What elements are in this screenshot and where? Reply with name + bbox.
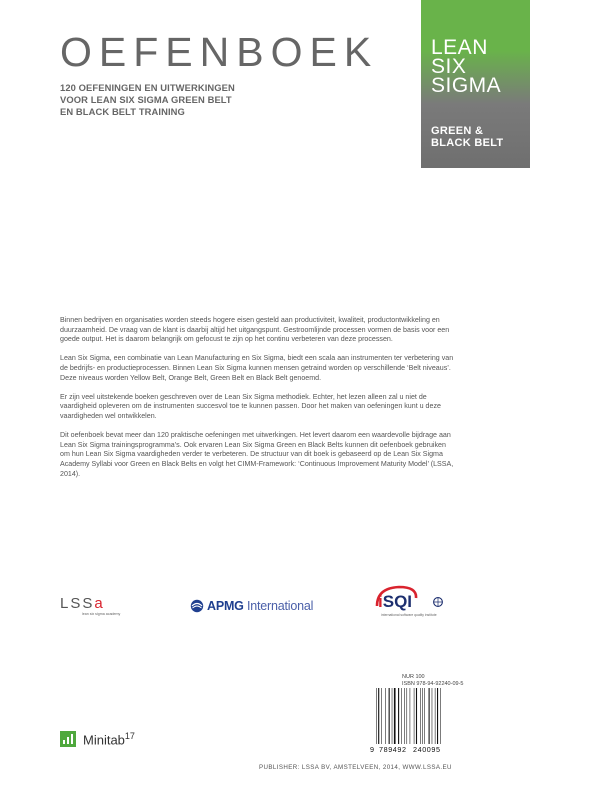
- barcode-bar: [407, 688, 408, 744]
- badge-line: LEAN: [431, 36, 488, 59]
- badge-line: SIGMA: [431, 74, 502, 97]
- isqi-tagline: international software quality institute: [381, 613, 437, 617]
- barcode-first-digit: 9: [370, 745, 374, 754]
- minitab-logo: [60, 729, 170, 749]
- isqi-wordmark: [378, 592, 412, 612]
- apmg-wordmark-bold: APMG: [207, 599, 244, 613]
- lssa-logo: [60, 596, 142, 622]
- badge-title: [431, 38, 501, 95]
- minitab-version: 17: [124, 730, 135, 741]
- badge-belt-line: GREEN &: [431, 125, 484, 137]
- description-paragraph: Lean Six Sigma, een combinatie van Lean Manufacturing en Six Sigma, biedt een scala aan instrumenten ter verbetering van de bedrijfs- en productieprocessen. Binnen Lean Six Sigma kunnen mensen getraind worden op verschillende ‘Belt niveaus’. Deze niveaus worden Yellow Belt, Orange Belt, Green Belt en Black Belt genoemd.: [60, 354, 454, 382]
- book-subtitle: [60, 82, 235, 118]
- nur-code: NUR 100: [402, 674, 425, 680]
- lssa-wordmark-accent: a: [94, 595, 105, 612]
- barcode-group-1: 789492: [379, 745, 407, 754]
- barcode-bar: [410, 688, 411, 744]
- barcode-bar: [416, 688, 417, 744]
- barcode-bar: [381, 688, 382, 744]
- barcode-bar: [392, 688, 393, 744]
- isbn-number: ISBN 978-94-92240-09-5: [402, 681, 464, 687]
- barcode-bar: [414, 688, 415, 744]
- description-paragraph: Dit oefenboek bevat meer dan 120 praktische oefeningen met uitwerkingen. Het levert daarom een waardevolle bijdrage aan Lean Six Sigma trainingsprogramma’s. Ook ervaren Lean Six Sigma Green en Black Belts kunnen dit oefenboek gebruiken om hun Lean Six Sigma vaardigheden verder te verbeteren. De structuur van dit boek is gebaseerd op de Lean Six Sigma Academy Syllabi voor Green en Black Belts en volgt het CIMM-Framework: ‘Continuous Improvement Maturity Model’ (LSSA, 2014).: [60, 431, 454, 478]
- badge-belt-label: [431, 125, 503, 149]
- subtitle-line: EN BLACK BELT TRAINING: [60, 106, 185, 117]
- apmg-globe-icon: [190, 599, 204, 613]
- barcode-bar: [398, 688, 399, 744]
- globe-icon: [433, 597, 443, 607]
- back-cover-description: [60, 316, 455, 489]
- barcode-bar: [429, 688, 430, 744]
- barcode-bar: [424, 688, 425, 744]
- description-paragraph: Binnen bedrijven en organisaties worden steeds hogere eisen gesteld aan productiviteit, kwaliteit, productontwikkeling en duurzaamheid. De vraag van de klant is daarbij altijd het uitgangspunt. Gestroomlijnde processen vormen de basis voor een goede output. Het is daarom belangrijk om gefocust te zijn op het continu verbeteren van deze processen.: [60, 316, 450, 344]
- apmg-wordmark: [207, 599, 313, 613]
- barcode-bar: [394, 688, 396, 744]
- lssa-tagline: lean six sigma academy: [82, 612, 121, 616]
- nur-isbn-block: [402, 674, 463, 688]
- barcode-bar: [432, 688, 433, 744]
- barcode-bar: [420, 688, 421, 744]
- badge-belt-line: BLACK BELT: [431, 137, 504, 149]
- barcode-bar: [422, 688, 423, 744]
- publisher-line: PUBLISHER: LSSA BV, AMSTELVEEN, 2014, WWW.LSSA.EU: [259, 764, 452, 771]
- apmg-logo: [190, 596, 325, 616]
- description-paragraph: Er zijn veel uitstekende boeken geschreven over de Lean Six Sigma methodiek. Echter, het lezen alleen zal u niet de vaardigheid opleveren om de instrumenten succesvol toe te kunnen passen. Door het maken van oefeningen kunt u deze vaardigheden wel ontwikkelen.: [60, 392, 441, 420]
- minitab-wordmark: [83, 731, 135, 747]
- isqi-wordmark-i: i: [378, 592, 383, 611]
- isqi-wordmark-rest: SQI: [382, 592, 413, 611]
- barcode-bar: [389, 688, 390, 744]
- apmg-wordmark-light: International: [243, 599, 314, 613]
- barcode-bar: [437, 688, 438, 744]
- barcode-bar: [440, 688, 441, 744]
- barcode-group-2: 240095: [413, 745, 441, 754]
- barcode-bar: [376, 688, 377, 744]
- subtitle-line: 120 OEFENINGEN EN UITWERKINGEN: [60, 82, 235, 93]
- badge-line: SIX: [431, 55, 467, 78]
- barcode-bar: [385, 688, 386, 744]
- minitab-bar-icon: [60, 731, 76, 747]
- isbn-barcode: [370, 688, 446, 754]
- barcode-bar: [404, 688, 405, 744]
- subtitle-line: VOOR LEAN SIX SIGMA GREEN BELT: [60, 94, 232, 105]
- barcode-bar: [435, 688, 436, 744]
- barcode-bar: [378, 688, 379, 744]
- isqi-logo: [373, 584, 453, 624]
- lean-six-sigma-badge: [421, 0, 530, 168]
- book-title: OEFENBOEK: [60, 29, 379, 75]
- minitab-name: Minitab: [83, 732, 125, 748]
- lssa-wordmark: [60, 596, 142, 612]
- barcode-bar: [401, 688, 402, 744]
- lssa-wordmark-main: LSS: [60, 595, 95, 612]
